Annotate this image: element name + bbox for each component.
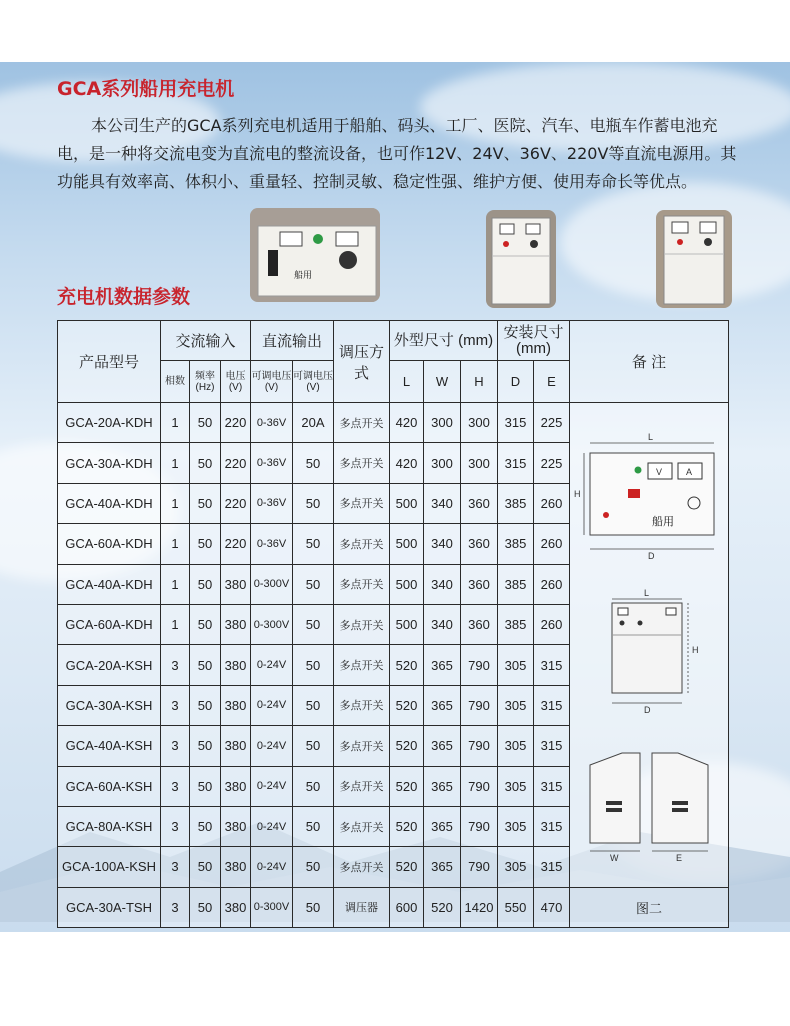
header-remark: 备 注 bbox=[570, 321, 729, 403]
cell-dc_range: 0-300V bbox=[251, 604, 293, 644]
diagram-wall-unit bbox=[574, 432, 714, 561]
cell-ac_v: 380 bbox=[221, 564, 251, 604]
cell-reg: 多点开关 bbox=[334, 806, 390, 846]
charger-front-image bbox=[250, 208, 380, 302]
cell-L: 500 bbox=[390, 604, 424, 644]
product-photo-3 bbox=[656, 210, 732, 308]
cell-E: 315 bbox=[534, 726, 570, 766]
cell-W: 300 bbox=[424, 403, 461, 443]
cell-D: 305 bbox=[498, 645, 534, 685]
header-adj-voltage-2: 可调电压 (V) bbox=[293, 361, 334, 403]
cell-dc_range: 0-36V bbox=[251, 524, 293, 564]
cell-model: GCA-20A-KDH bbox=[58, 403, 161, 443]
cell-E: 315 bbox=[534, 847, 570, 887]
cell-W: 340 bbox=[424, 483, 461, 523]
cell-model: GCA-60A-KSH bbox=[58, 766, 161, 806]
header-dc-output: 直流输出 bbox=[251, 321, 334, 361]
cell-dc_out: 50 bbox=[293, 564, 334, 604]
cell-model: GCA-100A-KSH bbox=[58, 847, 161, 887]
cell-dc_range: 0-36V bbox=[251, 403, 293, 443]
cell-reg: 多点开关 bbox=[334, 524, 390, 564]
cell-H: 300 bbox=[461, 403, 498, 443]
product-label: 船用 bbox=[294, 271, 313, 281]
cell-reg: 多点开关 bbox=[334, 645, 390, 685]
cell-freq: 50 bbox=[190, 524, 221, 564]
cabinet-image-2 bbox=[656, 210, 732, 308]
cell-reg: 多点开关 bbox=[334, 483, 390, 523]
cell-W: 340 bbox=[424, 564, 461, 604]
cell-dc_range: 0-24V bbox=[251, 766, 293, 806]
cell-dc_out: 50 bbox=[293, 806, 334, 846]
cell-dc_out: 50 bbox=[293, 645, 334, 685]
cell-H: 360 bbox=[461, 524, 498, 564]
cell-L: 520 bbox=[390, 766, 424, 806]
cell-phase: 3 bbox=[161, 847, 190, 887]
cell-D: 550 bbox=[498, 887, 534, 927]
cell-dc_range: 0-24V bbox=[251, 806, 293, 846]
dim-H-2: H bbox=[692, 645, 699, 655]
cell-H: 790 bbox=[461, 847, 498, 887]
cell-dc_out: 50 bbox=[293, 766, 334, 806]
cell-E: 225 bbox=[534, 403, 570, 443]
header-D: D bbox=[498, 361, 534, 403]
cell-ac_v: 380 bbox=[221, 645, 251, 685]
header-regulation: 调压方式 bbox=[334, 321, 390, 403]
dim-D-1: D bbox=[648, 551, 655, 561]
cell-L: 600 bbox=[390, 887, 424, 927]
header-frequency: 频率 (Hz) bbox=[190, 361, 221, 403]
dim-L-2: L bbox=[644, 588, 650, 598]
intro-line-3: 功能具有效率高、体积小、重量轻、控制灵敏、稳定性强、维护方便、使用寿命长等优点。 bbox=[57, 172, 698, 191]
cell-E: 260 bbox=[534, 483, 570, 523]
cell-ac_v: 380 bbox=[221, 685, 251, 725]
diagram-product-label: 船用 bbox=[652, 515, 674, 528]
cell-reg: 多点开关 bbox=[334, 726, 390, 766]
product-photo-1 bbox=[250, 208, 380, 302]
cell-dc_out: 50 bbox=[293, 685, 334, 725]
cell-H: 790 bbox=[461, 806, 498, 846]
cell-L: 500 bbox=[390, 564, 424, 604]
cell-phase: 1 bbox=[161, 443, 190, 483]
cell-model: GCA-30A-KSH bbox=[58, 685, 161, 725]
cell-phase: 3 bbox=[161, 645, 190, 685]
cell-reg: 多点开关 bbox=[334, 443, 390, 483]
table-row bbox=[58, 887, 729, 927]
cell-D: 305 bbox=[498, 685, 534, 725]
cell-E: 315 bbox=[534, 806, 570, 846]
cell-model: GCA-60A-KDH bbox=[58, 524, 161, 564]
cell-H: 790 bbox=[461, 726, 498, 766]
diagram-floor-unit bbox=[612, 588, 699, 715]
cell-dc_out: 50 bbox=[293, 443, 334, 483]
cell-E: 315 bbox=[534, 766, 570, 806]
cell-freq: 50 bbox=[190, 685, 221, 725]
cell-H: 360 bbox=[461, 483, 498, 523]
dim-H-1: H bbox=[574, 489, 581, 499]
cell-freq: 50 bbox=[190, 645, 221, 685]
cell-phase: 3 bbox=[161, 726, 190, 766]
cell-E: 260 bbox=[534, 564, 570, 604]
cell-ac_v: 220 bbox=[221, 443, 251, 483]
cell-model: GCA-80A-KSH bbox=[58, 806, 161, 846]
cell-reg: 多点开关 bbox=[334, 685, 390, 725]
cell-dc_range: 0-36V bbox=[251, 443, 293, 483]
cell-freq: 50 bbox=[190, 604, 221, 644]
cell-dc_out: 50 bbox=[293, 847, 334, 887]
specs-table bbox=[57, 320, 729, 928]
cell-freq: 50 bbox=[190, 726, 221, 766]
cell-E: 260 bbox=[534, 604, 570, 644]
meter-V: V bbox=[656, 467, 663, 477]
cell-W: 340 bbox=[424, 524, 461, 564]
cell-D: 305 bbox=[498, 726, 534, 766]
cell-phase: 1 bbox=[161, 604, 190, 644]
cell-phase: 3 bbox=[161, 766, 190, 806]
cell-phase: 1 bbox=[161, 403, 190, 443]
cell-E: 225 bbox=[534, 443, 570, 483]
dim-W: W bbox=[610, 853, 619, 863]
cell-W: 365 bbox=[424, 766, 461, 806]
cell-dc_out: 50 bbox=[293, 524, 334, 564]
cell-dc_out: 50 bbox=[293, 604, 334, 644]
header-H: H bbox=[461, 361, 498, 403]
cell-L: 520 bbox=[390, 847, 424, 887]
cell-ac_v: 380 bbox=[221, 806, 251, 846]
cell-dc_range: 0-24V bbox=[251, 847, 293, 887]
page-title: GCA系列船用充电机 bbox=[57, 78, 235, 100]
cell-E: 315 bbox=[534, 645, 570, 685]
cell-H: 790 bbox=[461, 766, 498, 806]
diagram-side-views bbox=[590, 753, 708, 863]
header-E: E bbox=[534, 361, 570, 403]
cell-ac_v: 380 bbox=[221, 726, 251, 766]
cell-E: 260 bbox=[534, 524, 570, 564]
cell-reg: 多点开关 bbox=[334, 847, 390, 887]
cell-L: 520 bbox=[390, 685, 424, 725]
cell-ac_v: 380 bbox=[221, 766, 251, 806]
cell-W: 365 bbox=[424, 645, 461, 685]
cell-W: 365 bbox=[424, 685, 461, 725]
cell-reg: 多点开关 bbox=[334, 403, 390, 443]
dim-L-1: L bbox=[648, 432, 654, 442]
header-ac-input: 交流输入 bbox=[161, 321, 251, 361]
cell-reg: 多点开关 bbox=[334, 766, 390, 806]
cell-model: GCA-30A-KDH bbox=[58, 443, 161, 483]
cell-H: 360 bbox=[461, 564, 498, 604]
cell-E: 315 bbox=[534, 685, 570, 725]
cell-dc_range: 0-300V bbox=[251, 564, 293, 604]
cell-L: 500 bbox=[390, 524, 424, 564]
cell-L: 520 bbox=[390, 645, 424, 685]
cell-dc_range: 0-24V bbox=[251, 685, 293, 725]
cell-ac_v: 380 bbox=[221, 604, 251, 644]
dimension-diagrams bbox=[570, 403, 728, 883]
cell-phase: 1 bbox=[161, 483, 190, 523]
cell-freq: 50 bbox=[190, 847, 221, 887]
cell-L: 420 bbox=[390, 403, 424, 443]
cell-L: 520 bbox=[390, 726, 424, 766]
cell-reg: 调压器 bbox=[334, 887, 390, 927]
cell-dc_range: 0-24V bbox=[251, 726, 293, 766]
cell-ac_v: 220 bbox=[221, 403, 251, 443]
cell-freq: 50 bbox=[190, 403, 221, 443]
cell-phase: 3 bbox=[161, 806, 190, 846]
cell-L: 520 bbox=[390, 806, 424, 846]
header-outer-size: 外型尺寸 (mm) bbox=[390, 321, 498, 361]
cell-W: 365 bbox=[424, 806, 461, 846]
meter-A: A bbox=[686, 467, 693, 477]
cell-model: GCA-20A-KSH bbox=[58, 645, 161, 685]
cell-D: 385 bbox=[498, 483, 534, 523]
header-model: 产品型号 bbox=[58, 321, 161, 403]
cell-reg: 多点开关 bbox=[334, 604, 390, 644]
cell-model: GCA-40A-KDH bbox=[58, 564, 161, 604]
cell-phase: 1 bbox=[161, 564, 190, 604]
remark-diagrams bbox=[570, 403, 729, 888]
cell-ac_v: 220 bbox=[221, 483, 251, 523]
cell-D: 385 bbox=[498, 564, 534, 604]
cell-E: 470 bbox=[534, 887, 570, 927]
cell-W: 365 bbox=[424, 726, 461, 766]
cell-H: 790 bbox=[461, 685, 498, 725]
cell-D: 315 bbox=[498, 443, 534, 483]
header-L: L bbox=[390, 361, 424, 403]
table-row bbox=[58, 403, 729, 443]
cell-ac_v: 380 bbox=[221, 847, 251, 887]
cell-phase: 3 bbox=[161, 887, 190, 927]
section-title: 充电机数据参数 bbox=[57, 286, 191, 308]
header-ac-voltage: 电压 (V) bbox=[221, 361, 251, 403]
cell-D: 305 bbox=[498, 806, 534, 846]
cell-L: 420 bbox=[390, 443, 424, 483]
cell-dc_out: 50 bbox=[293, 483, 334, 523]
cell-dc_range: 0-36V bbox=[251, 483, 293, 523]
cell-dc_range: 0-24V bbox=[251, 645, 293, 685]
cell-D: 385 bbox=[498, 524, 534, 564]
cell-model: GCA-60A-KDH bbox=[58, 604, 161, 644]
cell-phase: 3 bbox=[161, 685, 190, 725]
dim-E: E bbox=[676, 853, 683, 863]
cell-dc_out: 20A bbox=[293, 403, 334, 443]
dim-D-2: D bbox=[644, 705, 651, 715]
header-phases: 相数 bbox=[161, 361, 190, 403]
cell-model: GCA-40A-KSH bbox=[58, 726, 161, 766]
header-install-size: 安装尺寸 (mm) bbox=[498, 321, 570, 361]
cell-model: GCA-30A-TSH bbox=[58, 887, 161, 927]
cell-D: 385 bbox=[498, 604, 534, 644]
product-photo-2 bbox=[486, 210, 556, 308]
cell-freq: 50 bbox=[190, 443, 221, 483]
cell-D: 315 bbox=[498, 403, 534, 443]
cell-model: GCA-40A-KDH bbox=[58, 483, 161, 523]
intro-line-1: 本公司生产的GCA系列充电机适用于船舶、码头、工厂、医院、汽车、电瓶车作蓄电池充 bbox=[91, 116, 718, 135]
cell-dc_range: 0-300V bbox=[251, 887, 293, 927]
intro-line-2: 电，是一种将交流电变为直流电的整流设备，也可作12V、24V、36V、220V等直流电源用。其 bbox=[57, 144, 737, 163]
cell-phase: 1 bbox=[161, 524, 190, 564]
cell-D: 305 bbox=[498, 847, 534, 887]
cell-W: 300 bbox=[424, 443, 461, 483]
cell-freq: 50 bbox=[190, 887, 221, 927]
cell-H: 300 bbox=[461, 443, 498, 483]
intro-paragraph bbox=[57, 112, 747, 196]
cell-freq: 50 bbox=[190, 483, 221, 523]
cell-ac_v: 380 bbox=[221, 887, 251, 927]
cell-ac_v: 220 bbox=[221, 524, 251, 564]
cell-D: 305 bbox=[498, 766, 534, 806]
cell-W: 365 bbox=[424, 847, 461, 887]
header-adj-voltage: 可调电压 (V) bbox=[251, 361, 293, 403]
cell-freq: 50 bbox=[190, 766, 221, 806]
figure-caption: 图二 bbox=[570, 887, 729, 927]
cell-reg: 多点开关 bbox=[334, 564, 390, 604]
page-bottom bbox=[0, 932, 790, 1026]
cell-H: 1420 bbox=[461, 887, 498, 927]
cell-dc_out: 50 bbox=[293, 726, 334, 766]
cell-W: 340 bbox=[424, 604, 461, 644]
cell-W: 520 bbox=[424, 887, 461, 927]
cell-dc_out: 50 bbox=[293, 887, 334, 927]
cell-H: 360 bbox=[461, 604, 498, 644]
header-W: W bbox=[424, 361, 461, 403]
cell-freq: 50 bbox=[190, 806, 221, 846]
cell-L: 500 bbox=[390, 483, 424, 523]
cell-freq: 50 bbox=[190, 564, 221, 604]
cell-H: 790 bbox=[461, 645, 498, 685]
cabinet-image-1 bbox=[486, 210, 556, 308]
